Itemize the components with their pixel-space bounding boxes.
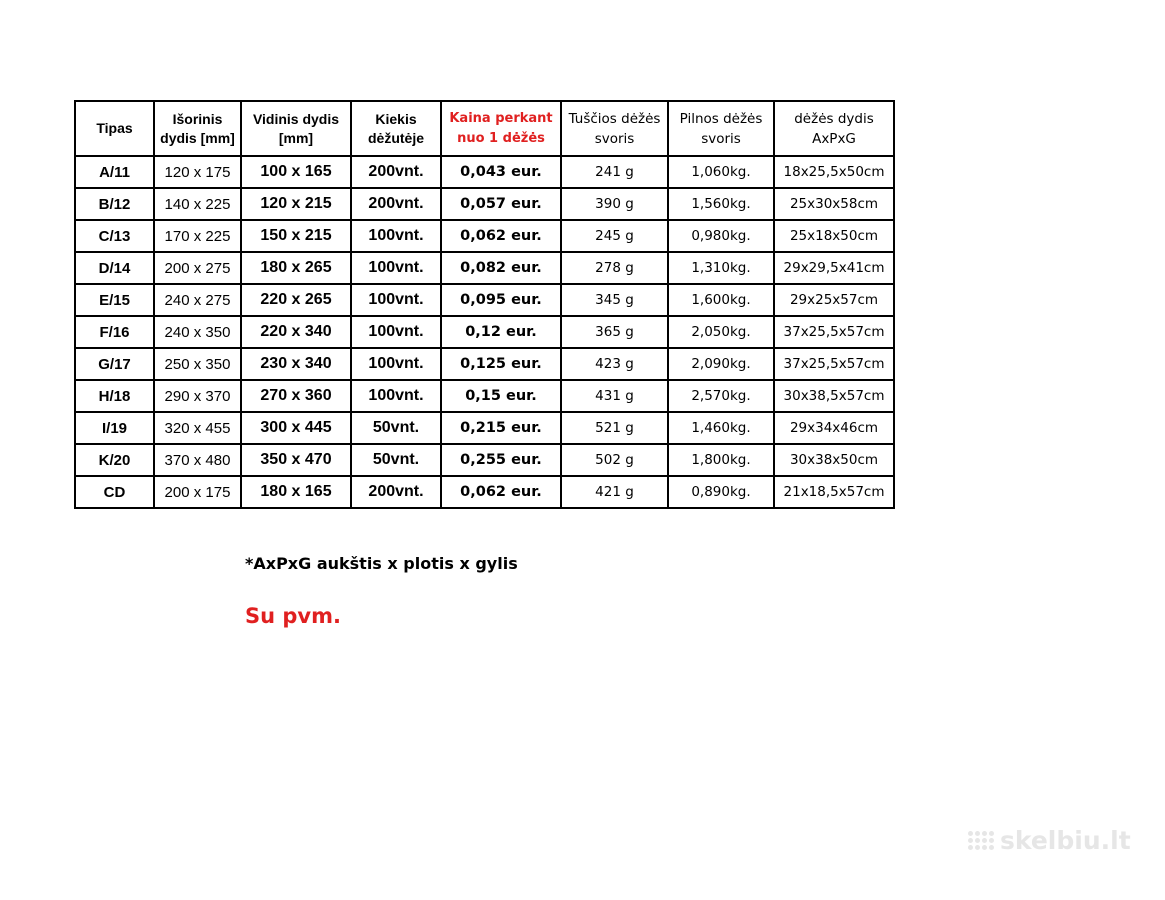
cell-inner-size: 150 x 215 — [241, 220, 351, 252]
cell-box-dimensions: 21x18,5x57cm — [774, 476, 894, 508]
cell-inner-size: 270 x 360 — [241, 380, 351, 412]
cell-outer-size: 320 x 455 — [154, 412, 241, 444]
cell-type: D/14 — [75, 252, 154, 284]
cell-empty-weight: 502 g — [561, 444, 668, 476]
cell-inner-size: 220 x 340 — [241, 316, 351, 348]
cell-outer-size: 240 x 350 — [154, 316, 241, 348]
table-row — [75, 316, 894, 348]
cell-full-weight: 2,570kg. — [668, 380, 774, 412]
cell-full-weight: 2,090kg. — [668, 348, 774, 380]
cell-quantity: 200vnt. — [351, 156, 441, 188]
cell-inner-size: 350 x 470 — [241, 444, 351, 476]
cell-outer-size: 240 x 275 — [154, 284, 241, 316]
header-inner-size: Vidinis dydis [mm] — [241, 101, 351, 156]
table-row — [75, 412, 894, 444]
cell-empty-weight: 423 g — [561, 348, 668, 380]
cell-empty-weight: 245 g — [561, 220, 668, 252]
cell-type: E/15 — [75, 284, 154, 316]
price-table — [74, 100, 895, 509]
cell-inner-size: 120 x 215 — [241, 188, 351, 220]
cell-inner-size: 300 x 445 — [241, 412, 351, 444]
cell-full-weight: 1,460kg. — [668, 412, 774, 444]
header-price: Kaina perkant nuo 1 dėžės — [441, 101, 561, 156]
table-header-row — [75, 101, 894, 156]
table-row — [75, 252, 894, 284]
cell-type: B/12 — [75, 188, 154, 220]
cell-type: A/11 — [75, 156, 154, 188]
cell-box-dimensions: 29x34x46cm — [774, 412, 894, 444]
cell-box-dimensions: 29x29,5x41cm — [774, 252, 894, 284]
cell-type: C/13 — [75, 220, 154, 252]
cell-outer-size: 120 x 175 — [154, 156, 241, 188]
cell-type: I/19 — [75, 412, 154, 444]
table-row — [75, 220, 894, 252]
cell-type: G/17 — [75, 348, 154, 380]
cell-outer-size: 370 x 480 — [154, 444, 241, 476]
cell-empty-weight: 521 g — [561, 412, 668, 444]
table-row — [75, 380, 894, 412]
cell-inner-size: 220 x 265 — [241, 284, 351, 316]
cell-empty-weight: 345 g — [561, 284, 668, 316]
cell-box-dimensions: 37x25,5x57cm — [774, 316, 894, 348]
header-type: Tipas — [75, 101, 154, 156]
watermark-logo-icon — [968, 831, 994, 850]
header-outer-size: Išorinis dydis [mm] — [154, 101, 241, 156]
cell-empty-weight: 278 g — [561, 252, 668, 284]
cell-full-weight: 1,560kg. — [668, 188, 774, 220]
cell-price: 0,125 eur. — [441, 348, 561, 380]
cell-quantity: 200vnt. — [351, 476, 441, 508]
cell-box-dimensions: 25x30x58cm — [774, 188, 894, 220]
table-row — [75, 348, 894, 380]
cell-full-weight: 0,890kg. — [668, 476, 774, 508]
cell-box-dimensions: 25x18x50cm — [774, 220, 894, 252]
cell-quantity: 100vnt. — [351, 316, 441, 348]
dimension-note: *AxPxG aukštis x plotis x gylis — [245, 554, 518, 573]
header-box-dimensions: dėžės dydis AxPxG — [774, 101, 894, 156]
cell-full-weight: 1,600kg. — [668, 284, 774, 316]
cell-price: 0,12 eur. — [441, 316, 561, 348]
cell-empty-weight: 421 g — [561, 476, 668, 508]
cell-quantity: 200vnt. — [351, 188, 441, 220]
cell-box-dimensions: 18x25,5x50cm — [774, 156, 894, 188]
cell-empty-weight: 431 g — [561, 380, 668, 412]
cell-empty-weight: 390 g — [561, 188, 668, 220]
cell-quantity: 100vnt. — [351, 380, 441, 412]
cell-price: 0,215 eur. — [441, 412, 561, 444]
table-row — [75, 444, 894, 476]
cell-full-weight: 1,800kg. — [668, 444, 774, 476]
cell-price: 0,15 eur. — [441, 380, 561, 412]
cell-inner-size: 230 x 340 — [241, 348, 351, 380]
cell-full-weight: 1,310kg. — [668, 252, 774, 284]
cell-outer-size: 200 x 175 — [154, 476, 241, 508]
cell-full-weight: 2,050kg. — [668, 316, 774, 348]
cell-quantity: 50vnt. — [351, 444, 441, 476]
cell-quantity: 100vnt. — [351, 348, 441, 380]
header-full-weight: Pilnos dėžės svoris — [668, 101, 774, 156]
header-empty-weight: Tuščios dėžės svoris — [561, 101, 668, 156]
cell-full-weight: 1,060kg. — [668, 156, 774, 188]
cell-quantity: 50vnt. — [351, 412, 441, 444]
cell-outer-size: 200 x 275 — [154, 252, 241, 284]
cell-empty-weight: 241 g — [561, 156, 668, 188]
cell-type: CD — [75, 476, 154, 508]
cell-outer-size: 140 x 225 — [154, 188, 241, 220]
cell-price: 0,082 eur. — [441, 252, 561, 284]
header-quantity: Kiekis dėžutėje — [351, 101, 441, 156]
cell-type: K/20 — [75, 444, 154, 476]
watermark-text: skelbiu.lt — [1000, 826, 1131, 855]
cell-price: 0,057 eur. — [441, 188, 561, 220]
table-body — [75, 156, 894, 508]
cell-outer-size: 250 x 350 — [154, 348, 241, 380]
cell-outer-size: 170 x 225 — [154, 220, 241, 252]
cell-type: H/18 — [75, 380, 154, 412]
cell-box-dimensions: 37x25,5x57cm — [774, 348, 894, 380]
cell-price: 0,095 eur. — [441, 284, 561, 316]
cell-quantity: 100vnt. — [351, 284, 441, 316]
table-row — [75, 156, 894, 188]
cell-inner-size: 180 x 265 — [241, 252, 351, 284]
table-row — [75, 476, 894, 508]
cell-price: 0,062 eur. — [441, 220, 561, 252]
cell-empty-weight: 365 g — [561, 316, 668, 348]
cell-price: 0,062 eur. — [441, 476, 561, 508]
table-row — [75, 284, 894, 316]
cell-quantity: 100vnt. — [351, 220, 441, 252]
cell-price: 0,043 eur. — [441, 156, 561, 188]
cell-outer-size: 290 x 370 — [154, 380, 241, 412]
table-row — [75, 188, 894, 220]
cell-quantity: 100vnt. — [351, 252, 441, 284]
cell-box-dimensions: 30x38x50cm — [774, 444, 894, 476]
watermark — [968, 826, 1131, 855]
cell-box-dimensions: 29x25x57cm — [774, 284, 894, 316]
cell-inner-size: 180 x 165 — [241, 476, 351, 508]
cell-type: F/16 — [75, 316, 154, 348]
cell-inner-size: 100 x 165 — [241, 156, 351, 188]
cell-price: 0,255 eur. — [441, 444, 561, 476]
cell-full-weight: 0,980kg. — [668, 220, 774, 252]
vat-note: Su pvm. — [245, 604, 341, 628]
cell-box-dimensions: 30x38,5x57cm — [774, 380, 894, 412]
